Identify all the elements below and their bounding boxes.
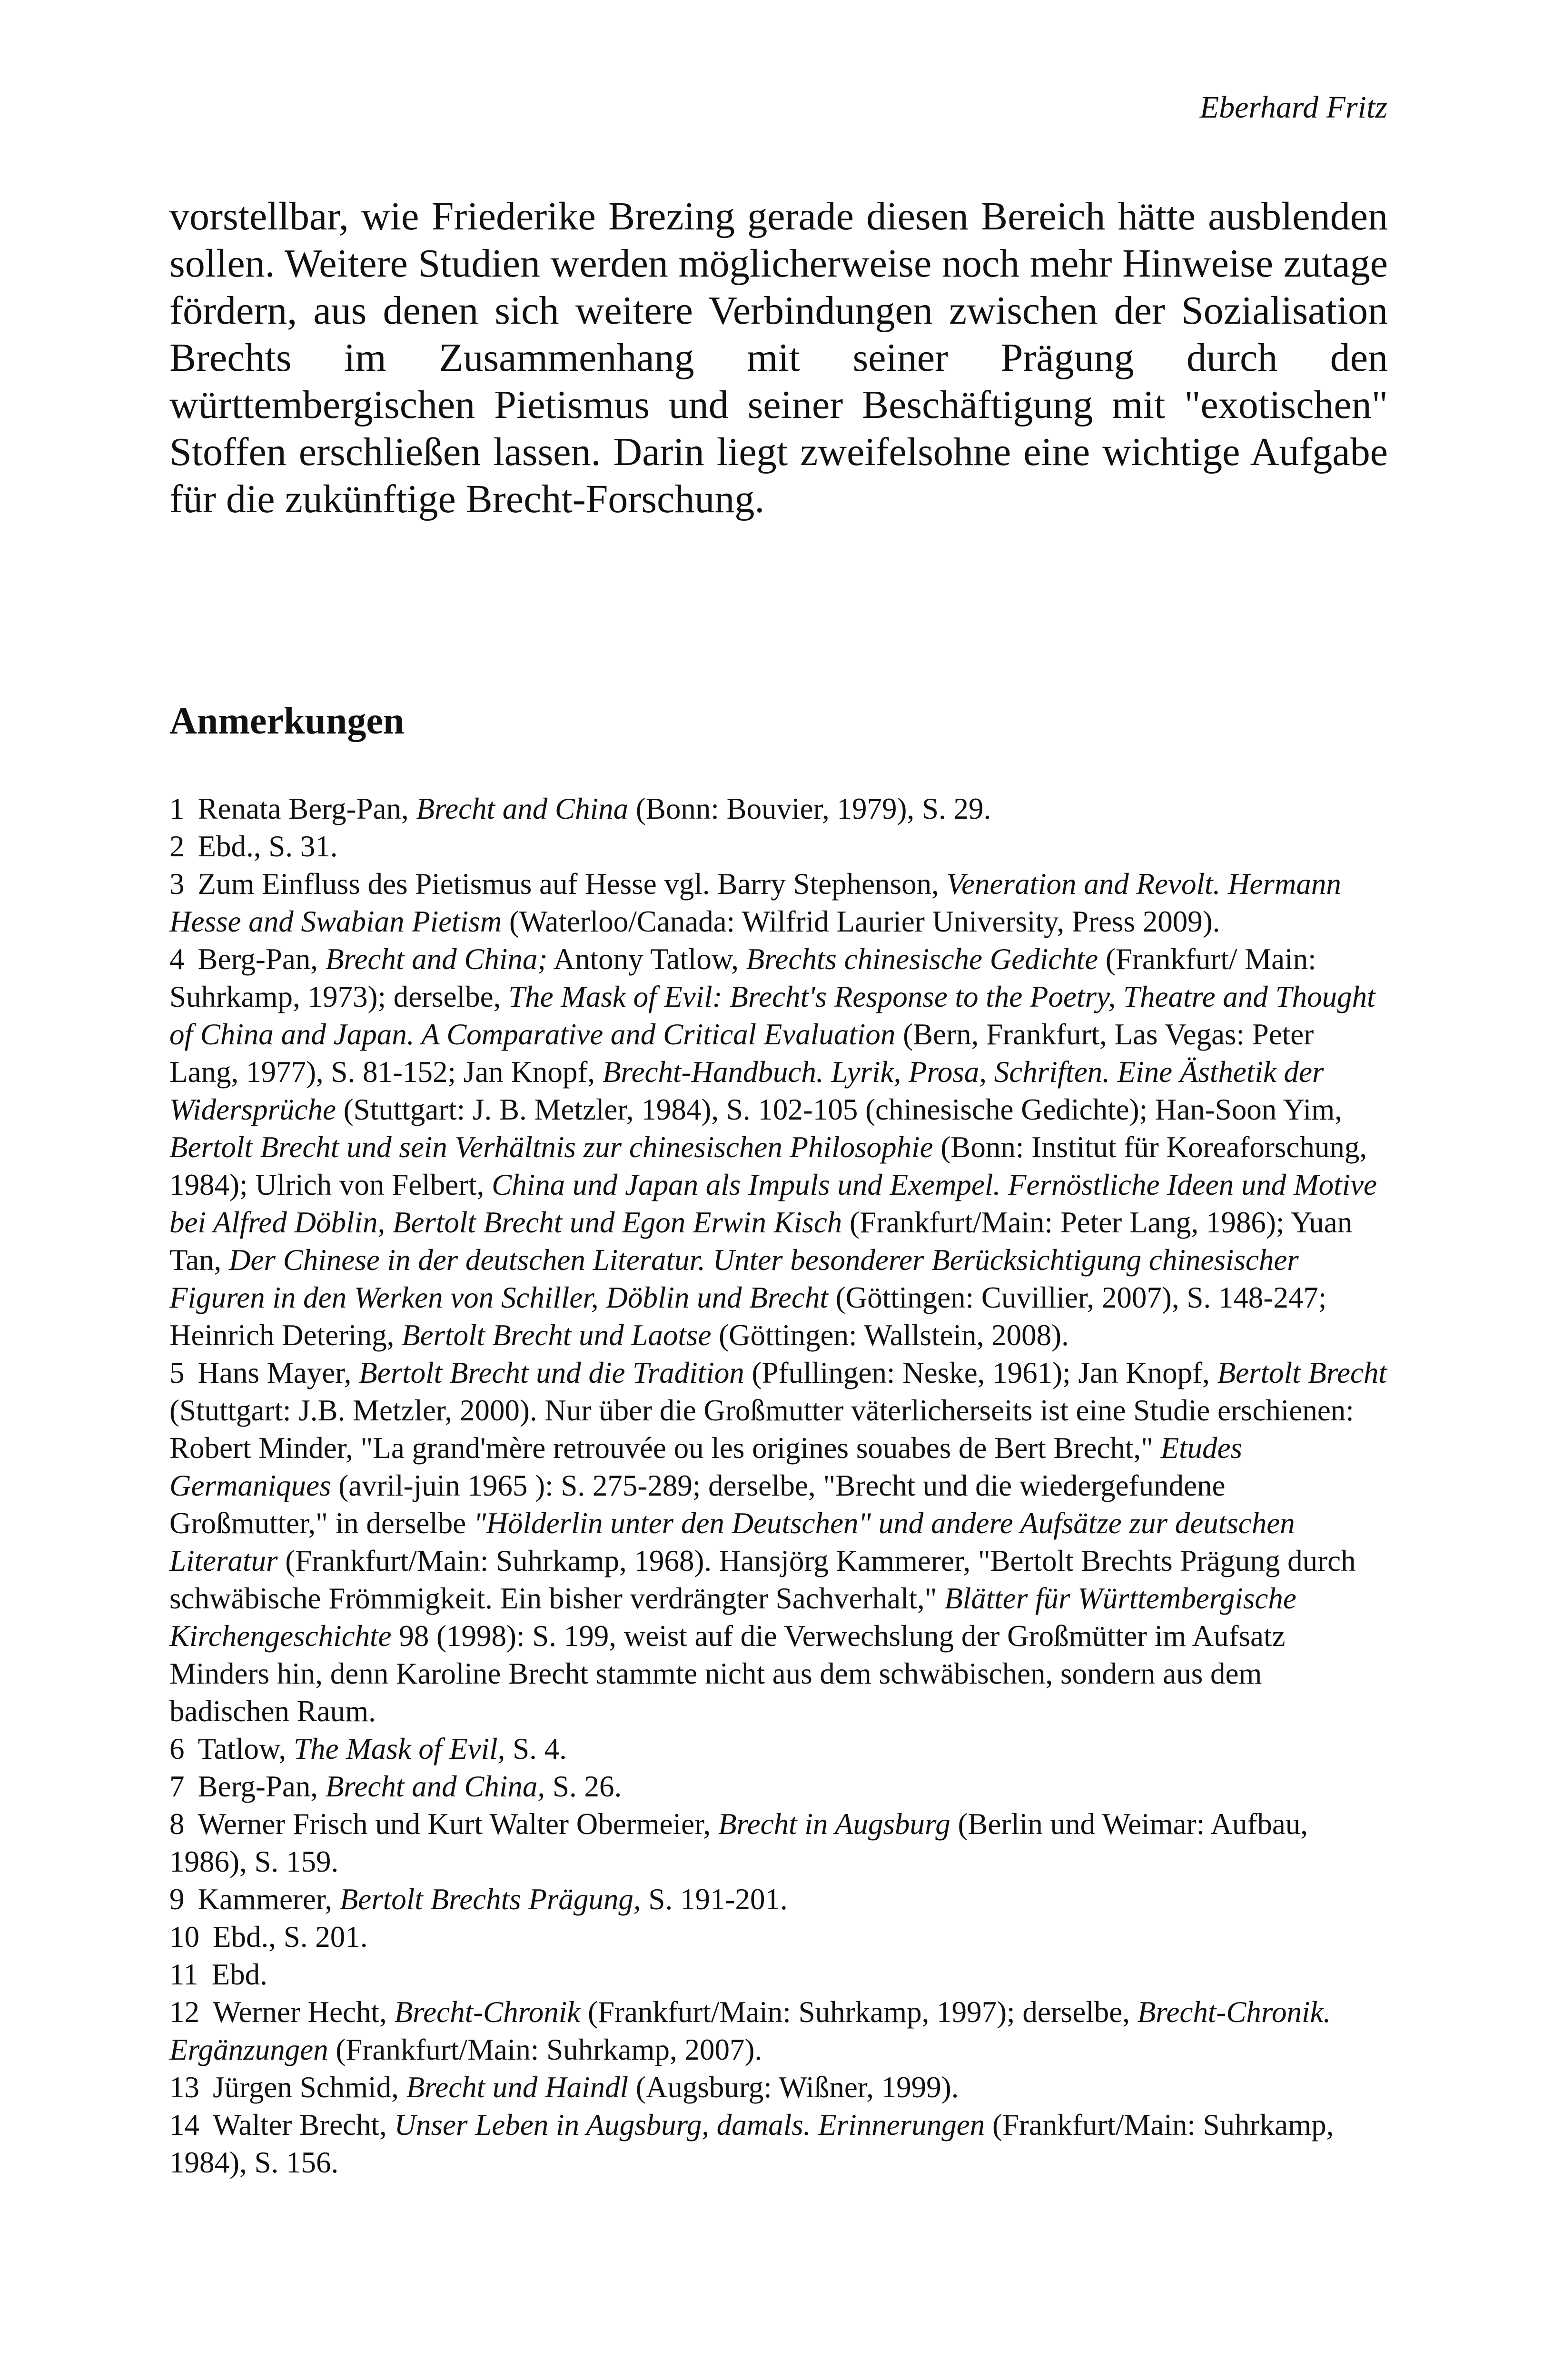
endnote-title-italic: Brecht-Chronik bbox=[394, 1995, 581, 2029]
endnote bbox=[169, 2069, 1388, 2106]
endnote-text: Hans Mayer, bbox=[198, 1356, 359, 1389]
endnote-title-italic: Brechts chinesische Gedichte bbox=[746, 942, 1098, 976]
endnote-number: 12 bbox=[169, 1995, 199, 2029]
endnote-text: (Frankfurt/Main: Peter Lang, 1986); Yuan Tan, bbox=[169, 1206, 1353, 1277]
endnote-text: Tatlow, bbox=[198, 1732, 294, 1765]
endnote-text: Zum Einfluss des Pietismus auf Hesse vgl. Barry Stephenson, bbox=[198, 867, 947, 901]
endnote-text: (Frankfurt/Main: Suhrkamp, 1984), S. 156. bbox=[169, 2108, 1334, 2179]
endnote-text: S. 4. bbox=[505, 1732, 567, 1765]
notes-list bbox=[169, 790, 1388, 2182]
endnote-title-italic: China und Japan als Impuls und Exempel. Fernöstliche Ideen und Motive bei Alfred Döblin, Bertolt Brecht und Egon Erwin Kisch bbox=[169, 1168, 1377, 1239]
endnote bbox=[169, 828, 1388, 865]
endnote-number: 13 bbox=[169, 2071, 199, 2104]
endnote-text: Ebd., S. 31. bbox=[198, 830, 338, 863]
endnote-title-italic: Blätter für Württembergische Kirchengeschichte bbox=[169, 1582, 1296, 1653]
endnote-number: 10 bbox=[169, 1920, 199, 1954]
endnote-text: (Göttingen: Cuvillier, 2007), S. 148-247; Heinrich Detering, bbox=[169, 1281, 1327, 1352]
endnote-title-italic: Brecht-Chronik. Ergänzungen bbox=[169, 1995, 1331, 2066]
endnote-text: Berg-Pan, bbox=[198, 942, 326, 976]
endnote-text: Ebd. bbox=[211, 1958, 267, 1991]
endnote-text: Antony Tatlow, bbox=[547, 942, 746, 976]
endnote-text: (Pfullingen: Neske, 1961); Jan Knopf, bbox=[744, 1356, 1217, 1389]
endnote-number: 14 bbox=[169, 2108, 199, 2142]
endnote-title-italic: Brecht und Haindl bbox=[406, 2071, 629, 2104]
endnote-text: (Stuttgart: J. B. Metzler, 1984), S. 102-105 (chinesische Gedichte); Han-Soon Yim, bbox=[336, 1093, 1342, 1126]
endnote-title-italic: Der Chinese in der deutschen Literatur. Unter besonderer Berücksichtigung chinesischer Figuren in den Werken von Schiller, Döblin und Brecht bbox=[169, 1243, 1299, 1314]
endnote-text: (Frankfurt/Main: Suhrkamp, 1997); derselbe, bbox=[580, 1995, 1138, 2029]
endnote-text: Jürgen Schmid, bbox=[213, 2071, 406, 2104]
endnote-title-italic: Brecht and China; bbox=[325, 942, 548, 976]
endnote-text: (Augsburg: Wißner, 1999). bbox=[628, 2071, 959, 2104]
endnote-text: Walter Brecht, bbox=[213, 2108, 395, 2142]
endnote-text: Renata Berg-Pan, bbox=[198, 792, 416, 825]
endnote bbox=[169, 1881, 1388, 1918]
endnote-title-italic: The Mask of Evil: Brecht's Response to the Poetry, Theatre and Thought of China and Japan. A Comparative and Critical Evaluation bbox=[169, 980, 1375, 1051]
endnote bbox=[169, 1956, 1388, 1993]
endnote bbox=[169, 1354, 1388, 1730]
endnote-title-italic: The Mask of Evil, bbox=[293, 1732, 505, 1765]
endnote-text: (Frankfurt/Main: Suhrkamp, 2007). bbox=[328, 2033, 762, 2066]
endnote-text: Werner Hecht, bbox=[213, 1995, 395, 2029]
endnote bbox=[169, 2106, 1388, 2182]
endnote-number: 5 bbox=[169, 1356, 185, 1389]
endnote-text: (Bern, Frankfurt, Las Vegas: Peter Lang, 1977), S. 81-152; Jan Knopf, bbox=[169, 1018, 1314, 1089]
endnote-text: Werner Frisch und Kurt Walter Obermeier, bbox=[198, 1807, 719, 1841]
endnote-number: 11 bbox=[169, 1958, 198, 1991]
endnote-title-italic: Brecht and China bbox=[416, 792, 629, 825]
running-head: Eberhard Fritz bbox=[1199, 90, 1387, 125]
endnote-title-italic: Veneration and Revolt. Hermann Hesse and Swabian Pietism bbox=[169, 867, 1341, 938]
body-paragraph: vorstellbar, wie Friederike Brezing gerade diesen Bereich hätte ausblenden sollen. Weitere Studien werden möglicherweise noch mehr Hinweise zutage fördern, aus denen sich weitere Verbindungen zwischen der Sozialisation Brechts im Zusammenhang mit seiner Prägung durch den württembergischen Pietismus und seiner Beschäftigung mit "exotischen" Stoffen erschließen lassen. Darin liegt zweifelsohne eine wichtige Aufgabe für die zukünftige Brecht-Forschung. bbox=[169, 194, 1388, 521]
endnote-number: 7 bbox=[169, 1770, 185, 1803]
endnote-text: Ebd., S. 201. bbox=[213, 1920, 368, 1954]
endnote-title-italic: Bertolt Brecht und Laotse bbox=[402, 1319, 712, 1352]
endnote-number: 6 bbox=[169, 1732, 185, 1765]
endnote-number: 4 bbox=[169, 942, 185, 976]
endnote-text: S. 191-201. bbox=[641, 1883, 788, 1916]
endnote-title-italic: Brecht-Handbuch. Lyrik, Prosa, Schriften. Eine Ästhetik der Widersprüche bbox=[169, 1055, 1324, 1126]
endnote-text: Kammerer, bbox=[198, 1883, 340, 1916]
endnote-text: (Frankfurt/ Main: Suhrkamp, 1973); derselbe, bbox=[169, 942, 1316, 1013]
endnote-title-italic: Bertolt Brecht bbox=[1217, 1356, 1387, 1389]
endnote bbox=[169, 1805, 1388, 1881]
endnote-text: (Bonn: Institut für Koreaforschung, 1984); Ulrich von Felbert, bbox=[169, 1130, 1367, 1201]
endnote-text: (avril-juin 1965 ): S. 275-289; derselbe, "Brecht und die wiedergefundene Großmutter," in derselbe bbox=[169, 1469, 1226, 1540]
endnote-title-italic: Bertolt Brechts Prägung, bbox=[339, 1883, 641, 1916]
endnote-title-italic: Brecht and China, bbox=[325, 1770, 545, 1803]
endnote-text: (Bonn: Bouvier, 1979), S. 29. bbox=[628, 792, 991, 825]
endnote-number: 2 bbox=[169, 830, 185, 863]
endnote-number: 8 bbox=[169, 1807, 185, 1841]
endnote bbox=[169, 1993, 1388, 2069]
endnote-number: 1 bbox=[169, 792, 185, 825]
endnote-text: (Frankfurt/Main: Suhrkamp, 1968). Hansjörg Kammerer, "Bertolt Brechts Prägung durch schwäbische Frömmigkeit. Ein bisher verdrängter Sachverhalt," bbox=[169, 1544, 1356, 1615]
endnote-title-italic: Unser Leben in Augsburg, damals. Erinnerungen bbox=[394, 2108, 985, 2142]
endnote-title-italic: Bertolt Brecht und die Tradition bbox=[359, 1356, 744, 1389]
endnote-number: 3 bbox=[169, 867, 185, 901]
endnote bbox=[169, 865, 1388, 941]
endnote-title-italic: Brecht in Augsburg bbox=[718, 1807, 950, 1841]
endnote-text: 98 (1998): S. 199, weist auf die Verwechslung der Großmütter im Aufsatz Minders hin, denn Karoline Brecht stammte nicht aus dem schwäbischen, sondern aus dem badischen Raum. bbox=[169, 1619, 1286, 1728]
endnote-title-italic: "Hölderlin unter den Deutschen" und andere Aufsätze zur deutschen Literatur bbox=[169, 1507, 1295, 1577]
endnote bbox=[169, 1768, 1388, 1805]
endnote-title-italic: Etudes Germaniques bbox=[169, 1431, 1243, 1502]
endnote-text: (Waterloo/Canada: Wilfrid Laurier University, Press 2009). bbox=[502, 905, 1220, 938]
endnote-text: Berg-Pan, bbox=[198, 1770, 326, 1803]
endnote-text: (Berlin und Weimar: Aufbau, 1986), S. 159. bbox=[169, 1807, 1308, 1878]
notes-heading: Anmerkungen bbox=[169, 700, 405, 742]
endnote-text: (Stuttgart: J.B. Metzler, 2000). Nur über die Großmutter väterlicherseits ist eine Studie erschienen: Robert Minder, "La grand'mère retrouvée ou les origines souabes de Bert Brecht," bbox=[169, 1394, 1354, 1465]
endnote-number: 9 bbox=[169, 1883, 185, 1916]
endnote bbox=[169, 941, 1388, 1354]
endnote-text: S. 26. bbox=[545, 1770, 622, 1803]
endnote bbox=[169, 1918, 1388, 1956]
endnote bbox=[169, 790, 1388, 828]
endnote bbox=[169, 1730, 1388, 1768]
endnote-text: (Göttingen: Wallstein, 2008). bbox=[711, 1319, 1069, 1352]
endnote-title-italic: Bertolt Brecht und sein Verhältnis zur chinesischen Philosophie bbox=[169, 1130, 933, 1164]
